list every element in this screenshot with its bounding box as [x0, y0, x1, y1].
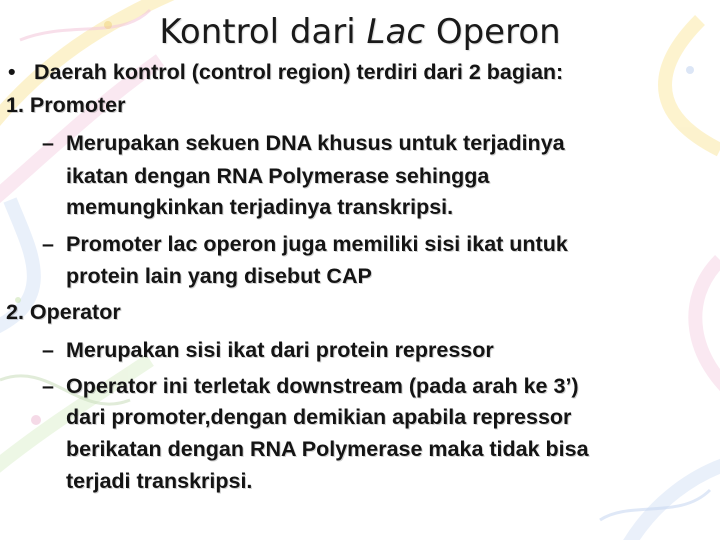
item-promoter-heading: 1. Promoter [6, 93, 126, 117]
slide-title [0, 12, 720, 52]
operator-point2-line4: terjadi transkripsi. [66, 469, 253, 493]
operator-point2-line3: berikatan dengan RNA Polymerase maka tidak bisa [66, 437, 589, 461]
promoter-point1-line2: ikatan dengan RNA Polymerase sehingga [66, 164, 490, 188]
promoter-point1-line1: Merupakan sekuen DNA khusus untuk terjadinya [66, 131, 565, 155]
item-operator-heading: 2. Operator [6, 300, 121, 324]
dash-icon: – [42, 374, 54, 398]
title-text-start: Kontrol dari [159, 12, 367, 52]
dash-icon: – [42, 338, 54, 362]
intro-text: Daerah kontrol (control region) terdiri dari 2 bagian: [34, 60, 564, 84]
promoter-point1-line3: memungkinkan terjadinya transkripsi. [66, 195, 454, 219]
operator-point2-line2: dari promoter,dengan demikian apabila repressor [66, 405, 572, 429]
title-text-end: Operon [425, 12, 561, 52]
operator-point2-line1: Operator ini terletak downstream (pada arah ke 3’) [66, 374, 579, 398]
promoter-point2-line1: Promoter lac operon juga memiliki sisi ikat untuk [66, 232, 568, 256]
dash-icon: – [42, 131, 54, 155]
promoter-point2-line2: protein lain yang disebut CAP [66, 264, 372, 288]
title-italic-word: Lac [366, 12, 426, 52]
dash-icon: – [42, 232, 54, 256]
operator-point1-line1: Merupakan sisi ikat dari protein repressor [66, 338, 494, 362]
bullet-icon: • [8, 60, 16, 84]
